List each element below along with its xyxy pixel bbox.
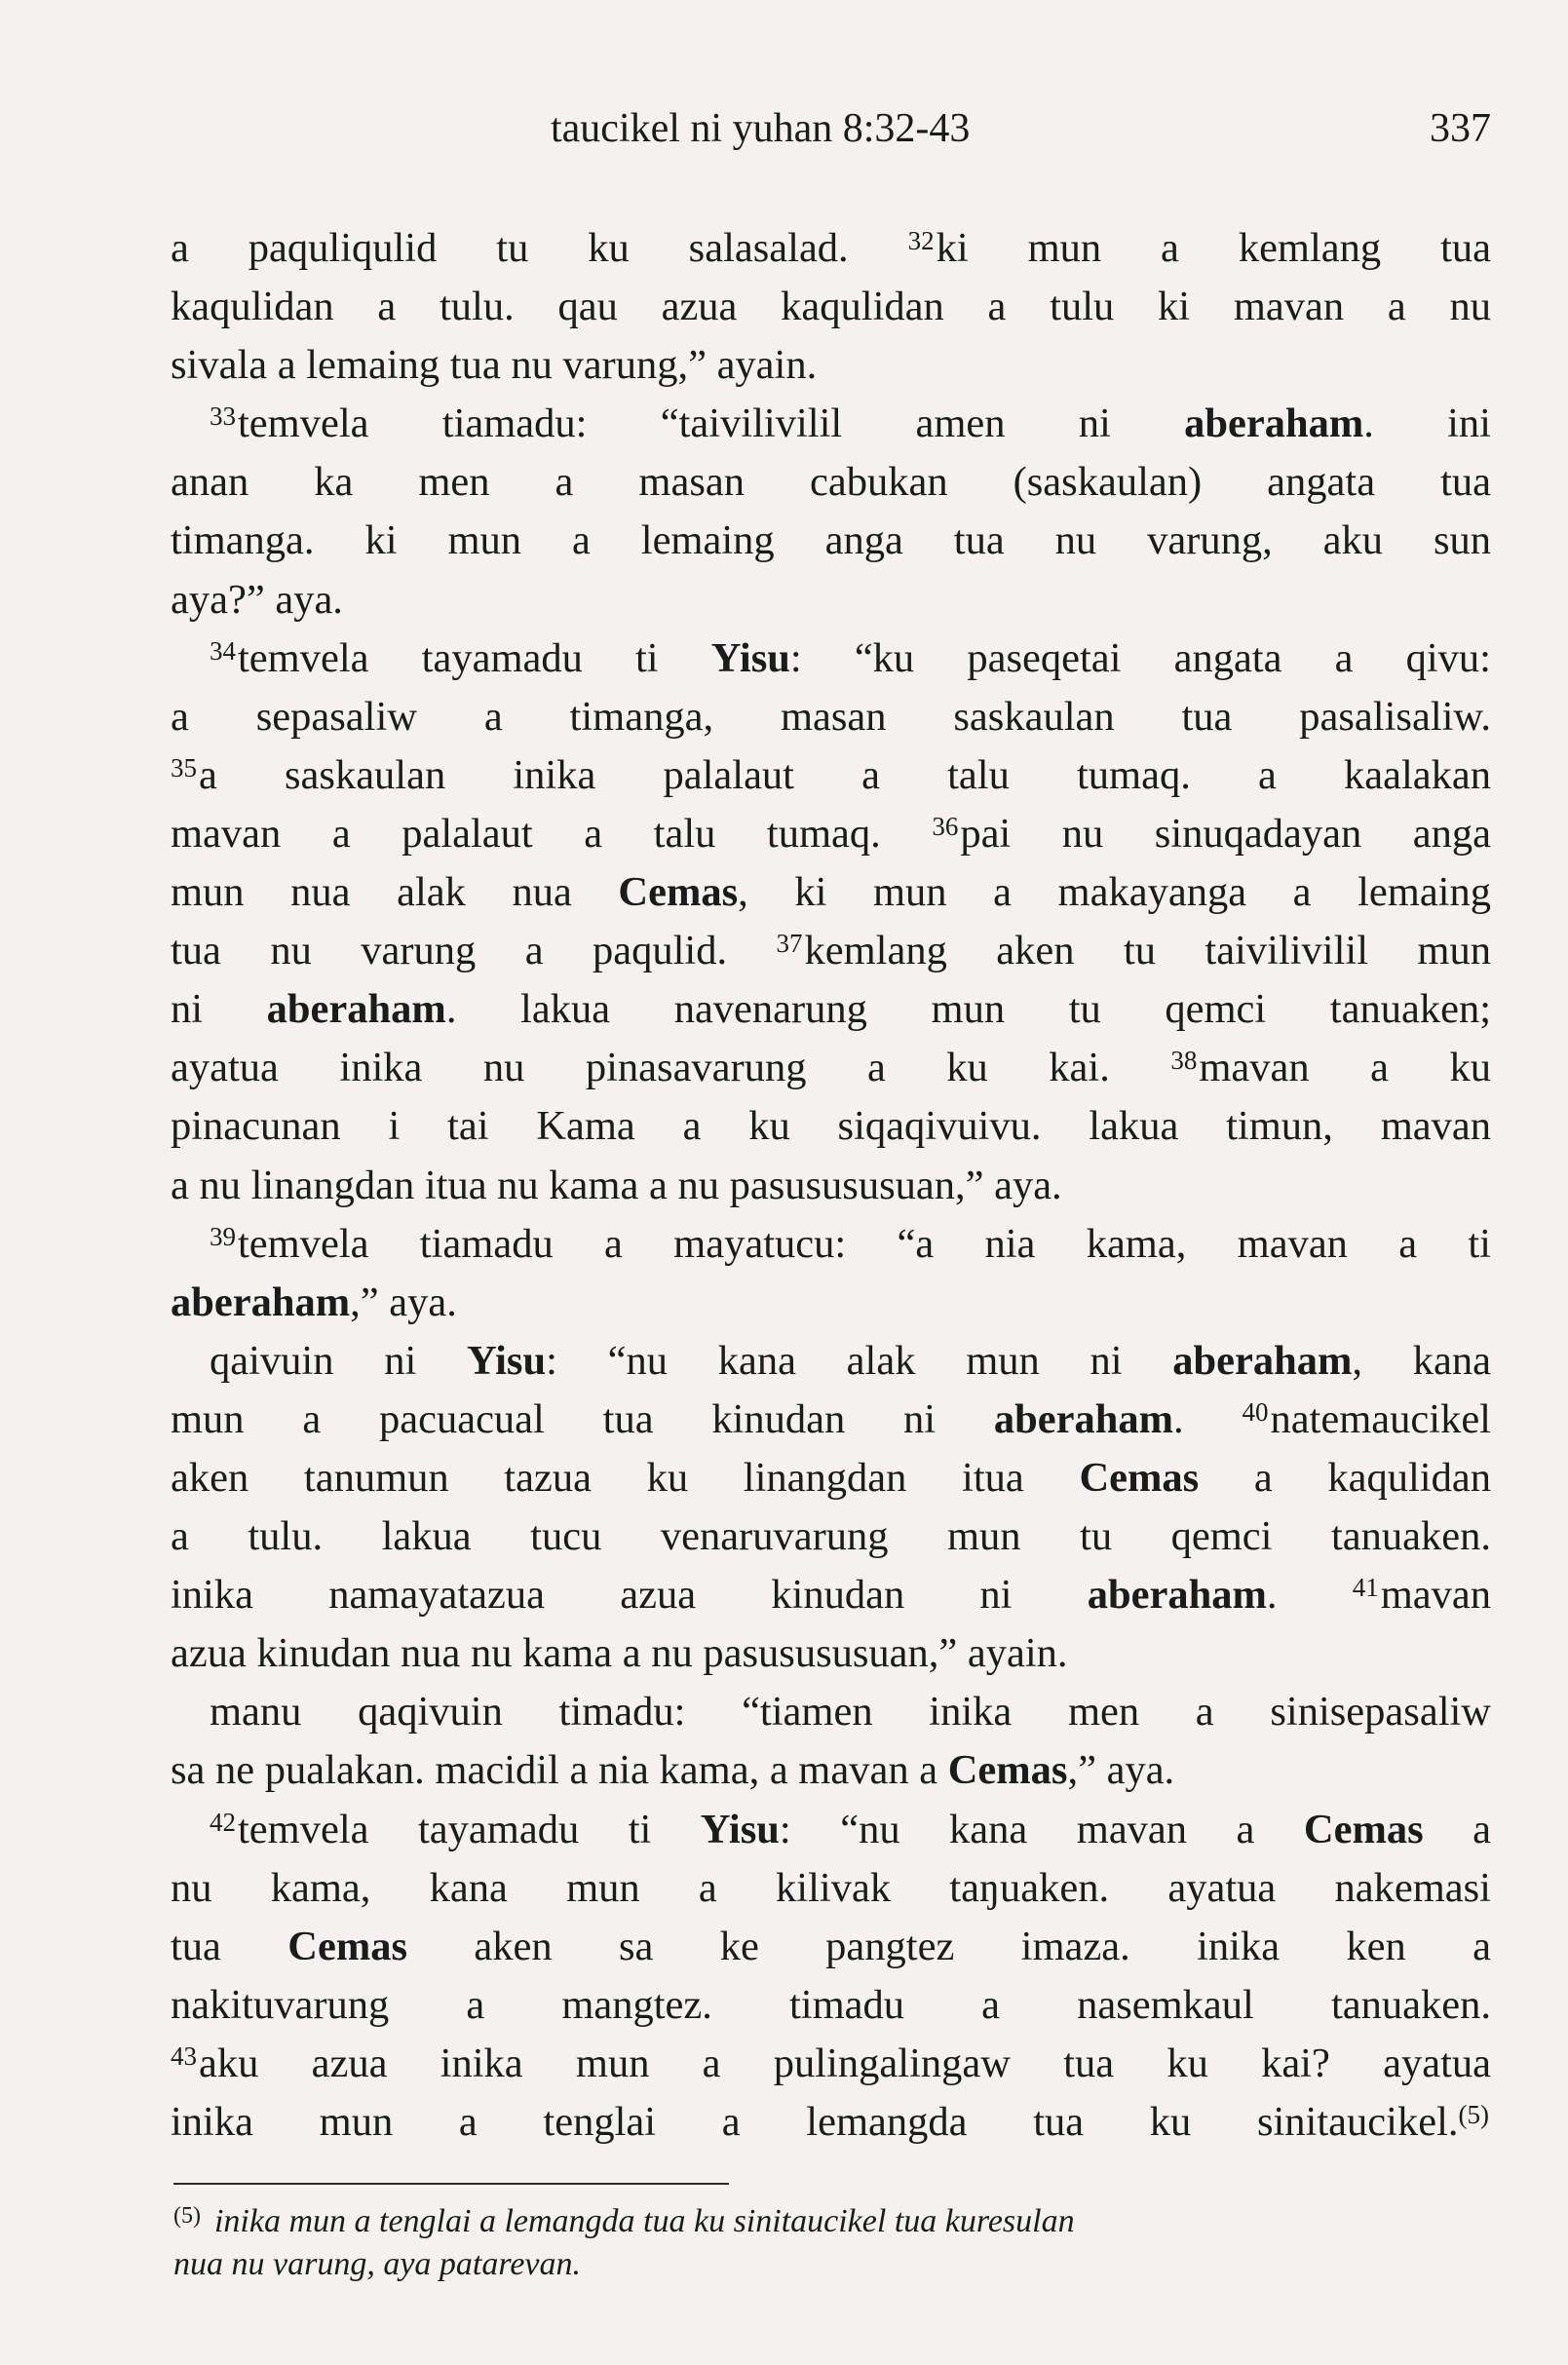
text-line (171, 1683, 1491, 1741)
bold-name: aberaham (266, 986, 446, 1033)
text-segment: ,” aya. (350, 1278, 457, 1325)
text-segment: sa ne pualakan. macidil a nia kama, a mavan a (171, 1747, 948, 1794)
text-line (171, 278, 1491, 336)
footnote-text: inika mun a tenglai a lemangda tua ku sinitaucikel tua kuresulan (213, 2203, 1075, 2239)
text-segment: inika mun a tenglai a lemangda tua ku sinitaucikel. (171, 2099, 1459, 2145)
text-segment: temvela tiamadu a mayatucu: “a nia kama, mavan a ti (238, 1220, 1491, 1267)
footnote (173, 2200, 1440, 2286)
text-segment: mun a pacuacual tua kinudan ni (171, 1395, 994, 1442)
text-line (171, 805, 1491, 863)
text-segment: mavan a ku (1199, 1045, 1491, 1091)
verse-number: 41 (1352, 1573, 1379, 1603)
text-segment: a paquliqulid tu ku salasalad. (171, 225, 908, 271)
bold-name: aberaham (171, 1278, 351, 1325)
text-line (171, 1801, 1491, 1859)
page-number: 337 (1430, 106, 1491, 151)
text-line (171, 746, 1491, 805)
bold-name: Yisu (467, 1337, 547, 1384)
text-line (171, 863, 1491, 922)
text-segment: nu kama, kana mun a kilivak taŋuaken. ayatua nakemasi (171, 1864, 1491, 1911)
text-segment: : “nu kana alak mun ni (546, 1337, 1173, 1384)
running-title: taucikel ni yuhan 8:32-43 (551, 106, 971, 151)
text-line (171, 512, 1491, 570)
text-segment: ,” aya. (1067, 1747, 1175, 1794)
text-segment: ni (171, 986, 267, 1033)
verse-number: 42 (210, 1807, 236, 1837)
bold-name: aberaham (1087, 1572, 1267, 1619)
text-segment: a sepasaliw a timanga, masan saskaulan tua pasalisaliw. (171, 693, 1491, 740)
text-segment: tua (171, 1923, 288, 1969)
text-line (171, 336, 1491, 395)
text-segment: manu qaqivuin timadu: “tiamen inika men a sinisepasaliw (210, 1689, 1491, 1736)
text-segment: aken sa ke pangtez imaza. inika ken a (407, 1923, 1492, 1969)
footnote-line (173, 2243, 1440, 2286)
text-segment: . ini (1363, 401, 1491, 447)
text-segment: temvela tiamadu: “taivilivilil amen ni (238, 401, 1185, 447)
verse-number: 38 (1170, 1046, 1198, 1076)
verse-number: 33 (210, 401, 236, 432)
text-line (171, 1332, 1491, 1391)
text-line (171, 1566, 1491, 1624)
text-line (171, 980, 1491, 1039)
text-segment: a kaqulidan (1199, 1454, 1491, 1501)
text-line (171, 1859, 1491, 1918)
text-segment: pai nu sinuqadayan anga (960, 810, 1491, 857)
text-line (171, 1449, 1491, 1507)
text-segment: : “ku paseqetai angata a qivu: (789, 634, 1491, 681)
verse-number: 37 (776, 929, 803, 959)
bold-name: aberaham (1184, 401, 1364, 447)
text-segment: mun nua alak nua (171, 869, 619, 916)
bold-name: Yisu (700, 1806, 780, 1852)
bold-name: Cemas (1303, 1806, 1424, 1852)
text-line (171, 2093, 1491, 2152)
text-segment: timanga. ki mun a lemaing anga tua nu varung, aku sun (171, 517, 1491, 564)
text-segment: azua kinudan nua nu kama a nu pasusususuan,” ayain. (171, 1630, 1068, 1677)
bold-name: Cemas (618, 869, 739, 916)
text-segment: inika namayatazua azua kinudan ni (171, 1572, 1088, 1619)
text-segment: a nu linangdan itua nu kama a nu pasusususuan,” aya. (171, 1162, 1062, 1208)
text-segment: mavan (1380, 1572, 1491, 1619)
text-segment: . lakua navenarung mun tu qemci tanuaken; (445, 986, 1491, 1033)
text-line (171, 1097, 1491, 1156)
text-line (171, 395, 1491, 453)
text-segment: . (1173, 1395, 1243, 1442)
text-line (171, 1507, 1491, 1566)
text-segment: , kana (1352, 1337, 1491, 1384)
verse-number: 36 (932, 811, 959, 841)
text-segment: temvela tayamadu ti (238, 634, 711, 681)
text-segment: natemaucikel (1270, 1395, 1491, 1442)
text-line (171, 1157, 1491, 1215)
text-segment: aya?” aya. (171, 576, 343, 623)
text-segment: kemlang aken tu taivilivilil mun (804, 928, 1491, 974)
text-line (171, 571, 1491, 629)
text-segment: aken tanumun tazua ku linangdan itua (171, 1454, 1080, 1501)
text-line (171, 1215, 1491, 1274)
text-line (171, 1391, 1491, 1449)
bold-name: aberaham (993, 1395, 1174, 1442)
text-segment: sivala a lemaing tua nu varung,” ayain. (171, 342, 818, 389)
verse-number: 39 (210, 1221, 236, 1251)
text-segment: mavan a palalaut a talu tumaq. (171, 810, 933, 857)
text-line (171, 629, 1491, 688)
text-segment: tua nu varung a paqulid. (171, 928, 777, 974)
text-segment: , ki mun a makayanga a lemaing (738, 869, 1491, 916)
text-segment: a tulu. lakua tucu venaruvarung mun tu qemci tanuaken. (171, 1513, 1491, 1560)
footnote-line (173, 2200, 1440, 2243)
verse-number: 40 (1242, 1396, 1269, 1427)
bold-name: Cemas (1079, 1454, 1200, 1501)
bold-name: Cemas (287, 1923, 408, 1969)
text-segment: qaivuin ni (210, 1337, 467, 1384)
bold-name: aberaham (1172, 1337, 1353, 1384)
text-line (171, 219, 1491, 278)
verse-number: 34 (210, 635, 236, 666)
footnote-mark: (5) (173, 2203, 201, 2229)
footnote-divider (173, 2183, 729, 2185)
verse-number: 35 (171, 752, 197, 782)
text-line (171, 453, 1491, 512)
text-segment: aku azua inika mun a pulingalingaw tua ku kai? ayatua (199, 2040, 1491, 2086)
text-segment: : “nu kana mavan a (779, 1806, 1304, 1852)
footnote-text: nua nu varung, aya patarevan. (173, 2246, 582, 2282)
text-line (171, 1976, 1491, 2035)
body-text (171, 219, 1491, 2152)
text-segment: ki mun a kemlang tua (936, 225, 1491, 271)
text-line (171, 2035, 1491, 2093)
text-line (171, 1741, 1491, 1800)
text-segment: . (1266, 1572, 1353, 1619)
verse-number: 32 (907, 226, 935, 255)
text-segment: nakituvarung a mangtez. timadu a nasemkaul tanuaken. (171, 1981, 1491, 2028)
text-segment: a saskaulan inika palalaut a talu tumaq. a kaalakan (199, 751, 1491, 798)
text-segment: temvela tayamadu ti (238, 1806, 701, 1852)
text-line (171, 1039, 1491, 1097)
bold-name: Yisu (710, 634, 790, 681)
bold-name: Cemas (947, 1747, 1068, 1794)
text-segment: ayatua inika nu pinasavarung a ku kai. (171, 1045, 1171, 1091)
page-header (171, 105, 1491, 164)
text-line (171, 1274, 1491, 1332)
text-line (171, 922, 1491, 980)
text-segment: anan ka men a masan cabukan (saskaulan) angata tua (171, 459, 1491, 506)
text-segment: a (1423, 1806, 1491, 1852)
text-line (171, 1918, 1491, 1976)
verse-number: 43 (171, 2041, 197, 2071)
text-segment: pinacunan i tai Kama a ku siqaqivuivu. lakua timun, mavan (171, 1103, 1491, 1150)
text-segment: kaqulidan a tulu. qau azua kaqulidan a tulu ki mavan a nu (171, 284, 1491, 330)
text-line (171, 1624, 1491, 1683)
text-line (171, 688, 1491, 746)
verse-number: (5) (1458, 2100, 1489, 2129)
